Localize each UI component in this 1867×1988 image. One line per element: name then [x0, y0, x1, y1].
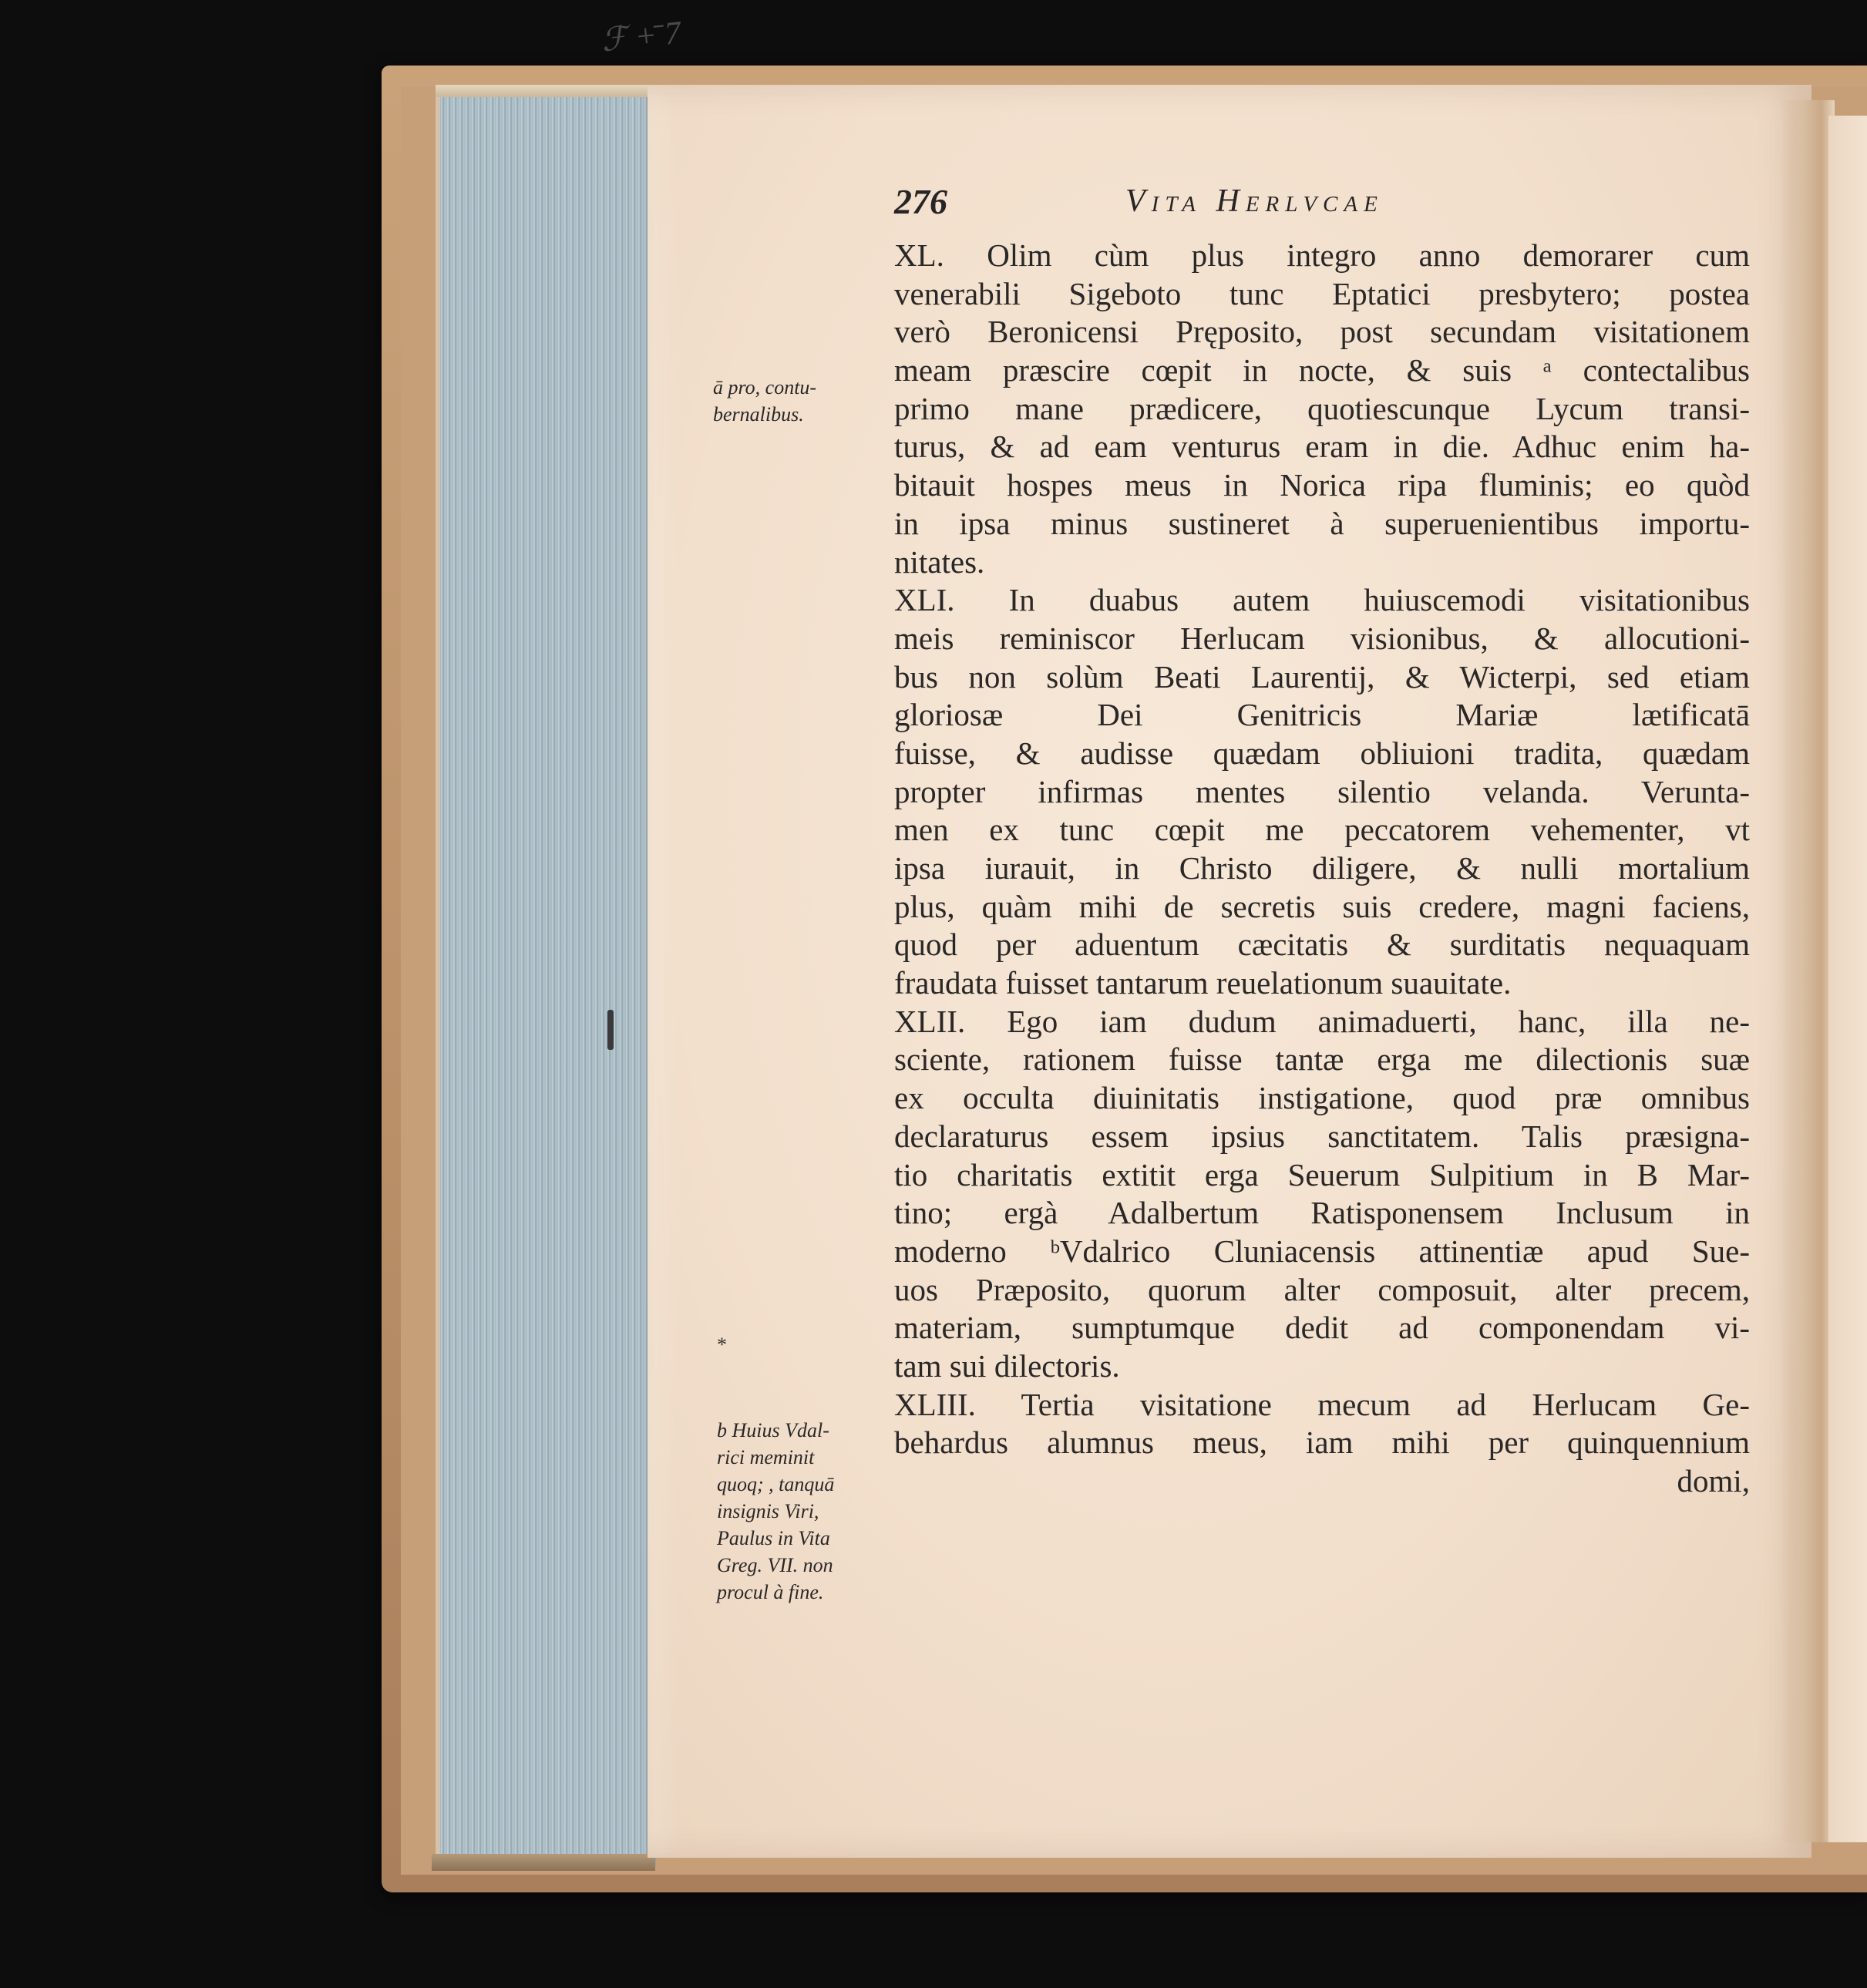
page-edges [436, 85, 656, 1865]
text-line: verò Beronicensi Pręposito, post secundam visitationem [894, 314, 1750, 350]
page-header [894, 181, 1742, 227]
spine-mark [607, 1010, 614, 1050]
text-line: primo mane prædicere, quotiescunque Lycum transi- [894, 390, 1750, 426]
margin-note-line: ā pro, contu- [713, 376, 817, 399]
margin-asterisk: * [717, 1334, 727, 1356]
text-line: behardus alumnus meus, iam mihi per quinquennium [894, 1425, 1750, 1461]
text-line: ipsa iurauit, in Christo diligere, & nulli mortalium [894, 850, 1750, 886]
margin-note-a [713, 374, 883, 428]
text-line: tio charitatis extitit erga Seuerum Sulpitium in B Mar- [894, 1156, 1750, 1192]
text-line: nitates. [894, 543, 985, 580]
text-line: bitauit hospes meus in Norica ripa fluminis; eo quòd [894, 467, 1750, 503]
text-line: meis reminiscor Herlucam visionibus, & allocutioni- [894, 620, 1750, 656]
text-line: fuisse, & audisse quædam obliuioni tradita, quædam [894, 735, 1750, 771]
text-line: turus, & ad eam venturus eram in die. Adhuc enim ha- [894, 429, 1750, 465]
text-line: XL. Olim cùm plus integro anno demorarer cum [894, 237, 1750, 273]
text-line: XLI. In duabus autem huiuscemodi visitationibus [894, 582, 1750, 618]
page-edges-bottom [432, 1854, 655, 1871]
text-line: gloriosæ Dei Genitricis Mariæ lætificatā [894, 697, 1750, 733]
text-line: men ex tunc cœpit me peccatorem vehementer, vt [894, 812, 1750, 848]
text-line: moderno ᵇVdalrico Cluniacensis attinentiæ apud Sue- [894, 1233, 1750, 1269]
page-number: 276 [894, 182, 947, 221]
margin-note-line: quoq; , tanquā [717, 1473, 835, 1495]
text-line: meam præscire cœpit in nocte, & suis ᵃ contectalibus [894, 352, 1750, 389]
text-line: propter infirmas mentes silentio velanda. Veruntа- [894, 773, 1750, 809]
margin-note-line: rici meminit [717, 1446, 815, 1468]
running-title: Vita Herlvcae [1125, 183, 1384, 219]
text-line: XLIII. Tertia visitatione mecum ad Herlucam Ge- [894, 1386, 1750, 1422]
page-gutter [1781, 100, 1835, 1842]
margin-note-b [717, 1417, 902, 1606]
text-line: bus non solùm Beati Laurentij, & Wicterpi, sed etiam [894, 658, 1750, 695]
body-text [894, 237, 1750, 1501]
margin-note-line: procul à fine. [717, 1581, 824, 1603]
margin-note-line: b Huius Vdal- [717, 1419, 829, 1441]
margin-note-line: insignis Viri, [717, 1500, 819, 1522]
text-line: fraudata fuisset tantarum reuelationum suauitate. [894, 965, 1512, 1001]
text-line: in ipsa minus sustineret à superuenientibus importu- [894, 505, 1750, 541]
text-line: venerabili Sigeboto tunc Eptatici presbytero; postea [894, 275, 1750, 311]
margin-note-line: bernalibus. [713, 403, 804, 426]
text-line: sciente, rationem fuisse tantæ erga me dilectionis suæ [894, 1041, 1750, 1078]
text-line: domi, [1677, 1463, 1750, 1499]
margin-note-line: Paulus in Vita [717, 1527, 830, 1549]
text-line: uos Præposito, quorum alter composuit, alter precem, [894, 1271, 1750, 1307]
margin-note-line: Greg. VII. non [717, 1554, 833, 1576]
handwritten-mark: ℱ +̄ 7 [599, 15, 683, 59]
text-line: tam sui dilectoris. [894, 1347, 1120, 1384]
text-line: quod per aduentum cæcitatis & surditatis nequaquam [894, 927, 1750, 963]
facing-page-edge [1828, 116, 1867, 1842]
text-line: declaraturus essem ipsius sanctitatem. Talis præsigna- [894, 1118, 1750, 1154]
text-line: plus, quàm mihi de secretis suis credere, magni faciens, [894, 888, 1750, 924]
text-line: ex occulta diuinitatis instigatione, quod præ omnibus [894, 1080, 1750, 1116]
text-line: materiam, sumptumque dedit ad componendam vi- [894, 1310, 1750, 1346]
text-line: tino; ergà Adalbertum Ratisponensem Inclusum in [894, 1195, 1750, 1231]
text-line: XLII. Ego iam dudum animaduerti, hanc, illa ne- [894, 1003, 1750, 1039]
page-edges-top [436, 85, 651, 97]
